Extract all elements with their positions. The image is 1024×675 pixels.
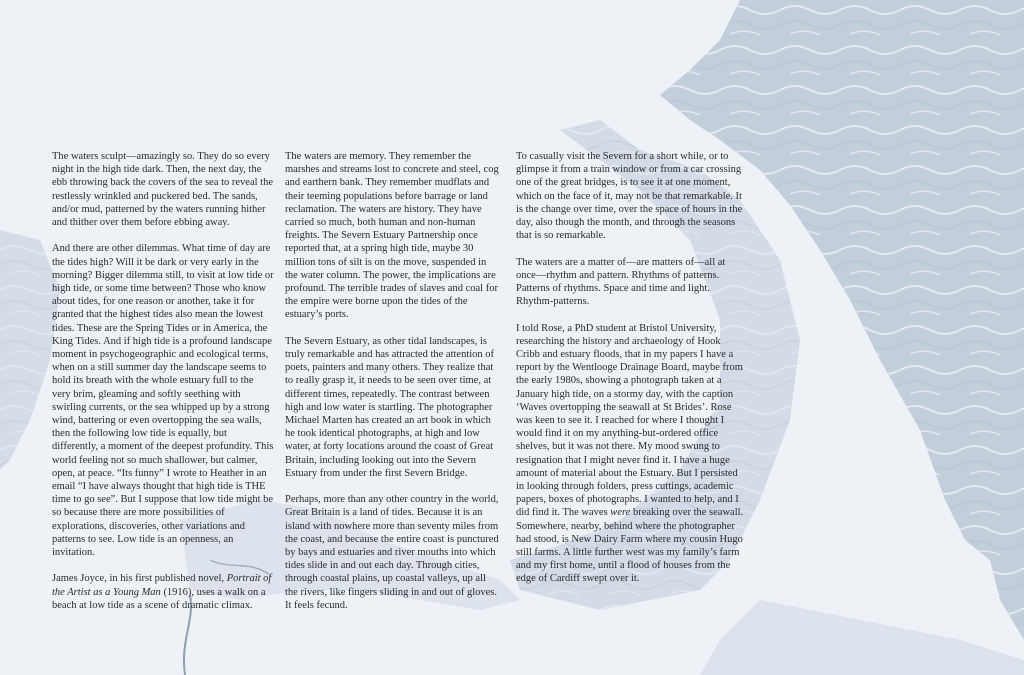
text-column-1 — [52, 150, 274, 625]
paragraph: The waters sculpt—amazingly so. They do so every night in the high tide dark. Then, the next day, the ebb throwing back the covers of the sea to reveal the restlessly wrinkled and puckered bed. The sands, and/or mud, patterned by the waters running hither and thither over them before ebbing away. — [52, 151, 273, 229]
text-run: (1916), uses a walk on a beach at low tide as a scene of dramatic climax. — [52, 586, 266, 611]
paragraph: The waters are a matter of—are matters of—all at once—rhythm and pattern. Rhythms of patterns. Patterns of rhythms. Space and time and light. Rhythm-patterns. — [516, 256, 726, 308]
paragraph-joyce — [52, 572, 274, 612]
book-title: Portrait of the Artist as a Young Man — [52, 573, 272, 598]
text-run: breaking over the seawall. Somewhere, nearby, behind where the photographer had stood, is New Dairy Farm where my cousin Hugo still farms. A little further west was my family’s farm and my first home, until a flood of houses from the edge of Cardiff swept over it. — [516, 507, 744, 585]
text-column-2 — [285, 150, 501, 625]
text-run: James Joyce, in his first published novel, — [52, 573, 227, 585]
paragraph: And there are other dilemmas. What time of day are the tides high? Will it be dark or very early in the morning? Bigger dilemma still, to visit at low tide or high tide, or some time between? Those who know about tides, for one reason or another, take it for granted that the highest tides also mean the lowest tides. These are the Spring Tides or in America, the King Tides. And if high tide is a profound landscape moment in psychogeographic and ecological terms, when on a still summer day the landscape seems to hold its breath with the whole estuary full to the very brim, gleaming and softly seething with swirling currents, or the sea whipped up by a strong wind, battering or even overtopping the sea walls, then the following low tide is equally, but differently, a moment of the deepest profundity. This world feeling not so much shallower, but calmer, open, at peace. “Its funny” I wrote to Heather in an email “I have always thought that high tide is THE time to go see”. But I suppose that low tide might be so because there are more possibilities of explorations, discoveries, other variations and patterns to see. Low tide is an openness, an invitation. — [52, 243, 274, 559]
paragraph-rose — [516, 322, 746, 586]
paragraph: The Severn Estuary, as other tidal landscapes, is truly remarkable and has attracted the attention of poets, painters and many others. They realize that to really grasp it, it needs to be seen over time, at different times, repeatedly. The contrast between high and low water is startling. The photographer Michael Marten has created an art book in which he took identical photographs, at high and low water, at forty locations around the coast of Great Britain, including looking out into the Severn Estuary from under the first Severn Bridge. — [285, 335, 495, 479]
paragraph: To casually visit the Severn for a short while, or to glimpse it from a train window or from a car crossing one of the great bridges, is to see it at one moment, which on the face of it, may not be that remarkable. It is the change over time, over the space of hours in the day, also though the month, and through the seasons that is so remarkable. — [516, 151, 743, 242]
text-run: I told Rose, a PhD student at Bristol University, researching the history and archaeology of Hook Cribb and estuary floods, that in my papers I have a report by the Wentlooge Drainage Board, maybe from the early 1980s, showing a photograph taken at a January high tide, on a stormy day, with the caption ‘Waves overtopping the seawall at St Brides’. Rose was keen to see it. I reached for where I thought I would find it on my anything-but-ordered office shelves, but it was not there. My mood swung to resignation that I might never find it. I have a huge amount of material about the Estuary. But I persisted in looking through folders, press cuttings, academic papers, boxes of photographs. I wanted to help, and I did find it. The waves — [516, 322, 743, 519]
text-column-3 — [516, 150, 746, 599]
paragraph: The waters are memory. They remember the marshes and streams lost to concrete and steel, cog and earthern bank. They remember mudflats and their teeming populations before barrage or land reclamation. The waters are history. They have carried so much, both human and non-human freights. The Severn Estuary Partnership once reported that, at a spring high tide, maybe 30 million tons of silt is on the move, suspended in the water column. The power, the implications are profound. The terrible trades of slaves and coal for the empire were borne upon the tides of the estuary’s ports. — [285, 151, 499, 321]
emphasis: were — [610, 507, 631, 519]
paragraph: Perhaps, more than any other country in the world, Great Britain is a land of tides. Because it is an island with nowhere more than seventy miles from the coast, and because the entire coast is punctured by bays and estuaries and river mouths into which tides slide in and out each day. Through cities, through coastal plains, up coastal valleys, up all the rivers, like fingers sliding in and out of gloves. It feels fecund. — [285, 494, 499, 611]
